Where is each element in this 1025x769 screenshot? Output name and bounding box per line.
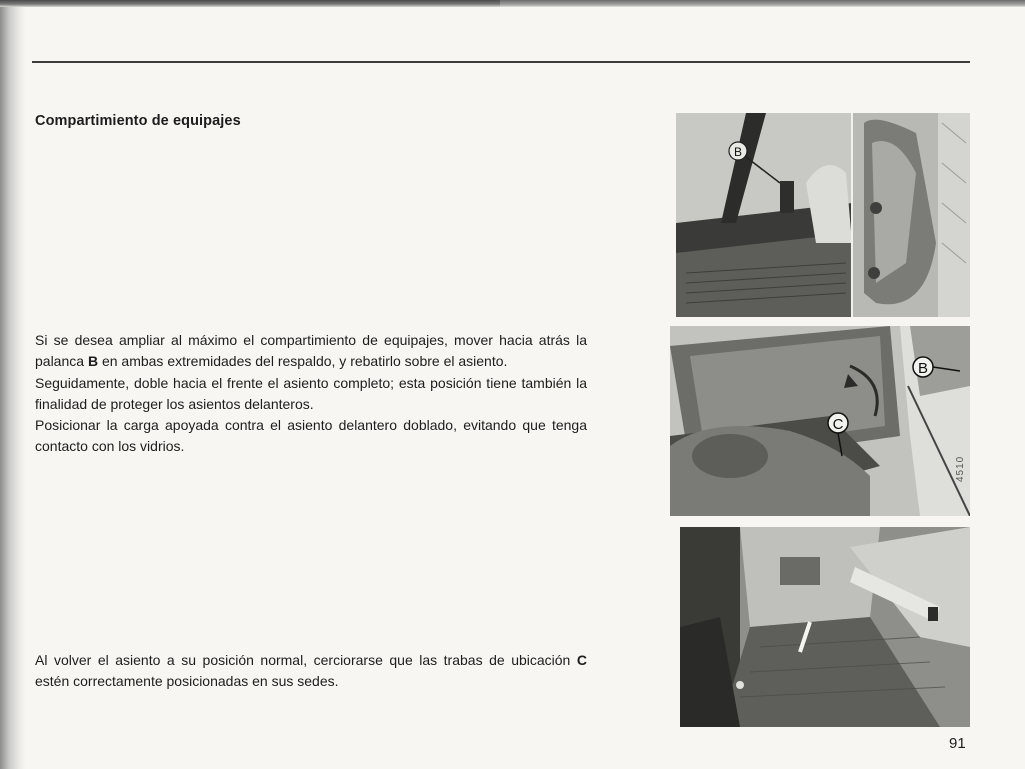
paragraph-load: Posicionar la carga apoyada contra el asiento delantero doblado, evitando que tenga contacto con los vidrios.: [35, 417, 587, 454]
callout-b-photo1: B: [733, 145, 743, 159]
paragraph-fold-seat: Seguidamente, doble hacia el frente el asiento completo; esta posición tiene también la finalidad de proteger los asientos delanteros.: [35, 375, 587, 412]
section-title: Compartimiento de equipajes: [35, 113, 241, 129]
top-edge-strip-right: [500, 0, 1025, 7]
page-number: 91: [949, 735, 966, 752]
paragraph-lever: Si se desea ampliar al máximo el compartimiento de equipajes, mover hacia atrás la palanca B en ambas extremidades del respaldo, y rebatirlo sobre el asiento.: [35, 332, 587, 369]
callout-c-photo2: C: [832, 416, 844, 433]
photo-folded-seat: [670, 326, 970, 516]
photo-seat-lever: [676, 113, 970, 317]
paragraph-return-seat: Al volver el asiento a su posición normal, cerciorarse que las trabas de ubicación C estén correctamente posicionadas en sus sedes.: [35, 652, 587, 689]
figure-code: 4510: [955, 455, 966, 482]
header-rule: [32, 61, 970, 63]
callout-b-photo2: B: [917, 360, 929, 377]
binding-shadow: [0, 0, 26, 769]
photo-luggage-area: [680, 527, 970, 727]
